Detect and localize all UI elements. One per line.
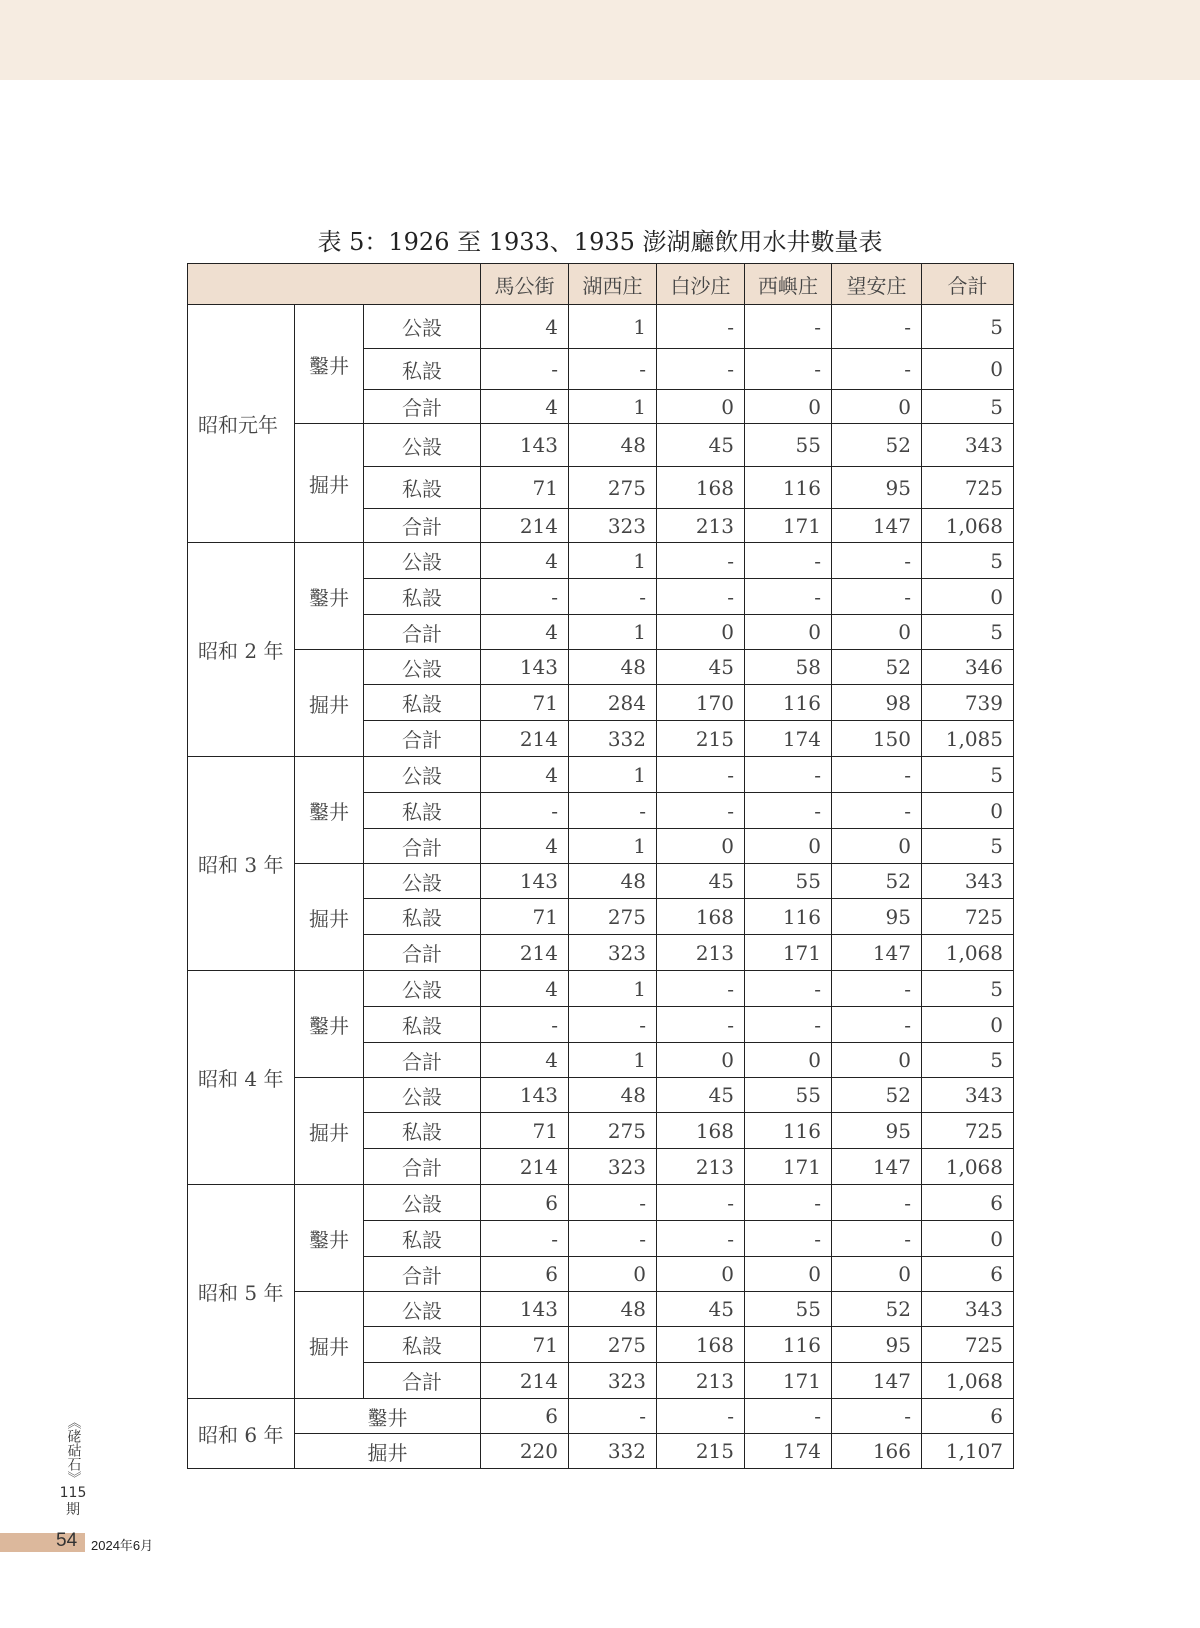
- value-cell: 0: [657, 1257, 745, 1292]
- category-label: 私設: [364, 685, 481, 721]
- category-label: 合計: [364, 721, 481, 757]
- table-row: [188, 424, 1014, 467]
- value-cell: 323: [569, 1363, 657, 1399]
- category-label: 合計: [364, 829, 481, 864]
- value-cell: 343: [922, 1292, 1014, 1327]
- table-header-row: [188, 264, 1014, 305]
- issue-suffix: 期: [66, 1502, 80, 1518]
- value-cell: 147: [832, 1149, 922, 1185]
- value-cell: 6: [481, 1399, 569, 1434]
- value-cell: 55: [745, 864, 832, 899]
- value-cell: 323: [569, 935, 657, 971]
- value-cell: -: [832, 1185, 922, 1221]
- value-cell: 95: [832, 1113, 922, 1149]
- value-cell: 143: [481, 424, 569, 467]
- value-cell: 1: [569, 305, 657, 349]
- value-cell: 0: [832, 615, 922, 650]
- value-cell: 214: [481, 509, 569, 543]
- value-cell: 116: [745, 467, 832, 509]
- category-label: 私設: [364, 1113, 481, 1149]
- value-cell: 4: [481, 829, 569, 864]
- category-label: 合計: [364, 390, 481, 424]
- value-cell: 150: [832, 721, 922, 757]
- well-type-label: 鑿井: [295, 1185, 364, 1292]
- category-label: 公設: [364, 543, 481, 579]
- year-label: 昭和 2 年: [188, 543, 295, 757]
- value-cell: 48: [569, 1292, 657, 1327]
- year-label: 昭和 4 年: [188, 971, 295, 1185]
- value-cell: 55: [745, 1292, 832, 1327]
- value-cell: 0: [745, 1257, 832, 1292]
- value-cell: -: [657, 1399, 745, 1434]
- value-cell: 143: [481, 864, 569, 899]
- value-cell: -: [657, 305, 745, 349]
- issue-date: 2024年6月: [91, 1538, 154, 1553]
- table-row: [188, 1185, 1014, 1221]
- value-cell: 6: [922, 1185, 1014, 1221]
- well-type-label: 掘井: [295, 864, 364, 971]
- value-cell: 213: [657, 509, 745, 543]
- category-label: 合計: [364, 1043, 481, 1078]
- value-cell: -: [745, 543, 832, 579]
- value-cell: 1: [569, 757, 657, 793]
- value-cell: 0: [832, 829, 922, 864]
- value-cell: 143: [481, 1078, 569, 1113]
- value-cell: 143: [481, 1292, 569, 1327]
- value-cell: 0: [745, 390, 832, 424]
- value-cell: 0: [745, 829, 832, 864]
- value-cell: -: [657, 1007, 745, 1043]
- category-label: 私設: [364, 899, 481, 935]
- category-label: 私設: [364, 793, 481, 829]
- value-cell: 1,107: [922, 1434, 1014, 1469]
- value-cell: 0: [922, 1007, 1014, 1043]
- value-cell: 5: [922, 829, 1014, 864]
- value-cell: 71: [481, 685, 569, 721]
- value-cell: 332: [569, 721, 657, 757]
- value-cell: -: [832, 1007, 922, 1043]
- category-label: 公設: [364, 424, 481, 467]
- category-label: 公設: [364, 305, 481, 349]
- value-cell: 1,068: [922, 935, 1014, 971]
- well-type-label: 掘井: [295, 1292, 364, 1399]
- column-header: 西嶼庄: [745, 264, 832, 305]
- value-cell: 0: [657, 1043, 745, 1078]
- value-cell: 52: [832, 424, 922, 467]
- value-cell: -: [657, 793, 745, 829]
- value-cell: 98: [832, 685, 922, 721]
- value-cell: 95: [832, 1327, 922, 1363]
- value-cell: 143: [481, 650, 569, 685]
- table-row: [188, 650, 1014, 685]
- value-cell: -: [832, 349, 922, 390]
- well-type-label: 鑿井: [295, 757, 364, 864]
- value-cell: 214: [481, 935, 569, 971]
- value-cell: 4: [481, 543, 569, 579]
- value-cell: 45: [657, 650, 745, 685]
- magazine-title: 《硓𥑮石》: [65, 1415, 82, 1485]
- value-cell: 1: [569, 829, 657, 864]
- category-label: 公設: [364, 650, 481, 685]
- value-cell: 166: [832, 1434, 922, 1469]
- value-cell: 213: [657, 1363, 745, 1399]
- value-cell: -: [832, 1221, 922, 1257]
- value-cell: 214: [481, 1363, 569, 1399]
- value-cell: 0: [657, 390, 745, 424]
- value-cell: -: [745, 793, 832, 829]
- well-type-label: 掘井: [295, 1434, 481, 1469]
- value-cell: 52: [832, 864, 922, 899]
- value-cell: -: [832, 543, 922, 579]
- value-cell: -: [481, 1007, 569, 1043]
- value-cell: -: [569, 793, 657, 829]
- value-cell: 168: [657, 1113, 745, 1149]
- value-cell: 6: [481, 1257, 569, 1292]
- magazine-label: [58, 1415, 88, 1519]
- value-cell: 0: [832, 1257, 922, 1292]
- value-cell: 5: [922, 305, 1014, 349]
- value-cell: 58: [745, 650, 832, 685]
- value-cell: 332: [569, 1434, 657, 1469]
- value-cell: 4: [481, 971, 569, 1007]
- column-header: 合計: [922, 264, 1014, 305]
- value-cell: 1: [569, 1043, 657, 1078]
- value-cell: 5: [922, 390, 1014, 424]
- value-cell: 343: [922, 1078, 1014, 1113]
- value-cell: 168: [657, 467, 745, 509]
- value-cell: 5: [922, 615, 1014, 650]
- value-cell: 147: [832, 1363, 922, 1399]
- value-cell: 45: [657, 424, 745, 467]
- value-cell: -: [569, 1399, 657, 1434]
- value-cell: 275: [569, 1113, 657, 1149]
- value-cell: 0: [657, 615, 745, 650]
- value-cell: -: [745, 305, 832, 349]
- value-cell: 55: [745, 424, 832, 467]
- value-cell: 4: [481, 757, 569, 793]
- value-cell: 71: [481, 1113, 569, 1149]
- value-cell: 171: [745, 1363, 832, 1399]
- table-title: 表 5：1926 至 1933、1935 澎湖廳飲用水井數量表: [317, 228, 883, 256]
- value-cell: -: [481, 349, 569, 390]
- value-cell: -: [745, 349, 832, 390]
- value-cell: -: [481, 793, 569, 829]
- value-cell: 6: [922, 1257, 1014, 1292]
- value-cell: 95: [832, 467, 922, 509]
- table-row: [188, 305, 1014, 349]
- value-cell: 214: [481, 1149, 569, 1185]
- well-type-label: 掘井: [295, 424, 364, 543]
- year-label: 昭和元年: [188, 305, 295, 543]
- value-cell: 116: [745, 1327, 832, 1363]
- value-cell: -: [657, 349, 745, 390]
- value-cell: -: [832, 757, 922, 793]
- value-cell: 45: [657, 1292, 745, 1327]
- value-cell: 5: [922, 1043, 1014, 1078]
- value-cell: 48: [569, 650, 657, 685]
- value-cell: -: [745, 1185, 832, 1221]
- value-cell: 171: [745, 509, 832, 543]
- table-row: [188, 543, 1014, 579]
- value-cell: 4: [481, 1043, 569, 1078]
- value-cell: 45: [657, 864, 745, 899]
- category-label: 合計: [364, 615, 481, 650]
- category-label: 私設: [364, 467, 481, 509]
- value-cell: 48: [569, 1078, 657, 1113]
- value-cell: 116: [745, 1113, 832, 1149]
- category-label: 公設: [364, 971, 481, 1007]
- value-cell: 5: [922, 971, 1014, 1007]
- year-label: 昭和 5 年: [188, 1185, 295, 1399]
- category-label: 合計: [364, 935, 481, 971]
- value-cell: 52: [832, 1078, 922, 1113]
- page-number: 54: [56, 1530, 78, 1551]
- category-label: 私設: [364, 1221, 481, 1257]
- column-header: 白沙庄: [657, 264, 745, 305]
- value-cell: -: [569, 1007, 657, 1043]
- value-cell: 6: [481, 1185, 569, 1221]
- value-cell: 0: [922, 349, 1014, 390]
- value-cell: -: [832, 971, 922, 1007]
- table-row: [188, 1434, 1014, 1469]
- value-cell: 0: [657, 829, 745, 864]
- table-row: [188, 757, 1014, 793]
- value-cell: -: [657, 757, 745, 793]
- value-cell: -: [569, 349, 657, 390]
- year-label: 昭和 3 年: [188, 757, 295, 971]
- value-cell: 168: [657, 1327, 745, 1363]
- value-cell: 170: [657, 685, 745, 721]
- value-cell: 739: [922, 685, 1014, 721]
- well-type-label: 鑿井: [295, 1399, 481, 1434]
- value-cell: 0: [832, 390, 922, 424]
- value-cell: -: [569, 1221, 657, 1257]
- value-cell: -: [481, 579, 569, 615]
- value-cell: 6: [922, 1399, 1014, 1434]
- category-label: 公設: [364, 1292, 481, 1327]
- value-cell: -: [832, 793, 922, 829]
- value-cell: -: [745, 1007, 832, 1043]
- well-type-label: 鑿井: [295, 305, 364, 424]
- category-label: 合計: [364, 509, 481, 543]
- value-cell: 45: [657, 1078, 745, 1113]
- category-label: 公設: [364, 1185, 481, 1221]
- value-cell: 1: [569, 971, 657, 1007]
- value-cell: 5: [922, 757, 1014, 793]
- value-cell: 0: [745, 1043, 832, 1078]
- category-label: 私設: [364, 579, 481, 615]
- well-type-label: 鑿井: [295, 543, 364, 650]
- value-cell: 0: [745, 615, 832, 650]
- value-cell: -: [832, 1399, 922, 1434]
- value-cell: 1,085: [922, 721, 1014, 757]
- value-cell: 1,068: [922, 509, 1014, 543]
- well-type-label: 掘井: [295, 1078, 364, 1185]
- table-row: [188, 1292, 1014, 1327]
- value-cell: -: [657, 971, 745, 1007]
- value-cell: 71: [481, 1327, 569, 1363]
- value-cell: 215: [657, 721, 745, 757]
- value-cell: 0: [922, 1221, 1014, 1257]
- value-cell: -: [745, 971, 832, 1007]
- top-band: [0, 0, 1200, 80]
- value-cell: 147: [832, 935, 922, 971]
- value-cell: -: [832, 305, 922, 349]
- category-label: 公設: [364, 1078, 481, 1113]
- value-cell: -: [569, 579, 657, 615]
- column-header: 馬公街: [481, 264, 569, 305]
- header-blank: [188, 264, 481, 305]
- value-cell: 1: [569, 543, 657, 579]
- value-cell: 220: [481, 1434, 569, 1469]
- value-cell: 323: [569, 1149, 657, 1185]
- value-cell: 214: [481, 721, 569, 757]
- value-cell: -: [832, 579, 922, 615]
- value-cell: -: [745, 1221, 832, 1257]
- value-cell: 1: [569, 390, 657, 424]
- value-cell: 1,068: [922, 1363, 1014, 1399]
- value-cell: 275: [569, 467, 657, 509]
- value-cell: 323: [569, 509, 657, 543]
- value-cell: 95: [832, 899, 922, 935]
- well-count-table: [187, 263, 1014, 1469]
- value-cell: 5: [922, 543, 1014, 579]
- well-type-label: 鑿井: [295, 971, 364, 1078]
- category-label: 公設: [364, 757, 481, 793]
- value-cell: 52: [832, 1292, 922, 1327]
- value-cell: 343: [922, 864, 1014, 899]
- category-label: 私設: [364, 1007, 481, 1043]
- year-label: 昭和 6 年: [188, 1399, 295, 1469]
- value-cell: 284: [569, 685, 657, 721]
- value-cell: -: [657, 1185, 745, 1221]
- value-cell: 0: [832, 1043, 922, 1078]
- value-cell: -: [745, 579, 832, 615]
- value-cell: 0: [922, 793, 1014, 829]
- value-cell: 48: [569, 424, 657, 467]
- table-row: [188, 971, 1014, 1007]
- value-cell: 168: [657, 899, 745, 935]
- value-cell: 171: [745, 1149, 832, 1185]
- value-cell: 215: [657, 1434, 745, 1469]
- value-cell: 343: [922, 424, 1014, 467]
- value-cell: 52: [832, 650, 922, 685]
- value-cell: -: [569, 1185, 657, 1221]
- column-header: 湖西庄: [569, 264, 657, 305]
- value-cell: 4: [481, 615, 569, 650]
- category-label: 私設: [364, 349, 481, 390]
- value-cell: 1: [569, 615, 657, 650]
- value-cell: 725: [922, 899, 1014, 935]
- value-cell: 275: [569, 1327, 657, 1363]
- value-cell: -: [657, 1221, 745, 1257]
- value-cell: 171: [745, 935, 832, 971]
- value-cell: 0: [569, 1257, 657, 1292]
- value-cell: 71: [481, 467, 569, 509]
- value-cell: 0: [922, 579, 1014, 615]
- value-cell: 116: [745, 899, 832, 935]
- value-cell: 71: [481, 899, 569, 935]
- value-cell: -: [745, 757, 832, 793]
- value-cell: 213: [657, 1149, 745, 1185]
- value-cell: 725: [922, 467, 1014, 509]
- value-cell: 4: [481, 305, 569, 349]
- well-type-label: 掘井: [295, 650, 364, 757]
- issue-number: 115: [59, 1485, 87, 1501]
- value-cell: 346: [922, 650, 1014, 685]
- value-cell: 147: [832, 509, 922, 543]
- value-cell: 1,068: [922, 1149, 1014, 1185]
- column-header: 望安庄: [832, 264, 922, 305]
- category-label: 合計: [364, 1149, 481, 1185]
- value-cell: -: [657, 543, 745, 579]
- value-cell: 275: [569, 899, 657, 935]
- category-label: 合計: [364, 1363, 481, 1399]
- value-cell: 48: [569, 864, 657, 899]
- value-cell: 116: [745, 685, 832, 721]
- value-cell: 725: [922, 1113, 1014, 1149]
- table-row: [188, 1078, 1014, 1113]
- value-cell: 174: [745, 721, 832, 757]
- value-cell: 213: [657, 935, 745, 971]
- table-row: [188, 864, 1014, 899]
- value-cell: -: [745, 1399, 832, 1434]
- category-label: 合計: [364, 1257, 481, 1292]
- value-cell: 174: [745, 1434, 832, 1469]
- table-row: [188, 1399, 1014, 1434]
- value-cell: -: [481, 1221, 569, 1257]
- category-label: 公設: [364, 864, 481, 899]
- value-cell: 4: [481, 390, 569, 424]
- value-cell: 55: [745, 1078, 832, 1113]
- value-cell: -: [657, 579, 745, 615]
- value-cell: 725: [922, 1327, 1014, 1363]
- category-label: 私設: [364, 1327, 481, 1363]
